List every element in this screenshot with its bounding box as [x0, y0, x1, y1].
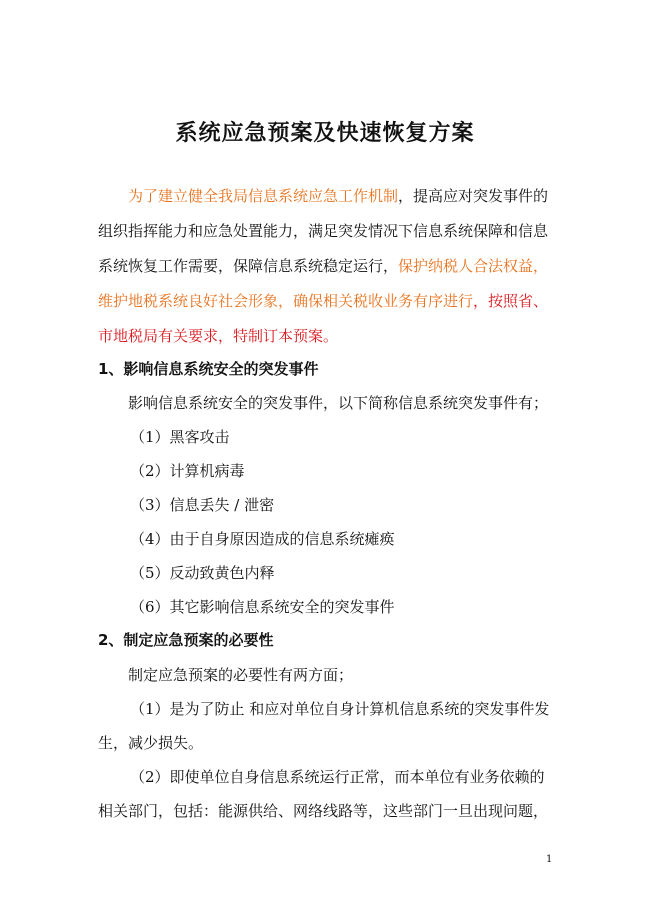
intro-line-4 — [98, 291, 558, 311]
intro-text: ，提高应对突发事件的 — [398, 187, 549, 205]
section-2-lead: 制定应急预案的必要性有两方面； — [128, 666, 354, 684]
list-item: （6）其它影响信息系统安全的突发事件 — [130, 598, 395, 616]
list-item: （2）计算机病毒 — [130, 462, 245, 480]
intro-line-5: 市地税局有关要求，特制订本预案。 — [98, 327, 339, 345]
paragraph-line: （1）是为了防止 和应对单位自身计算机信息系统的突发事件发 — [130, 700, 550, 718]
paragraph-line: 相关部门，包括：能源供给、网络线路等，这些部门一旦出现问题， — [98, 802, 549, 820]
intro-highlight-red: ，按照省、 — [473, 292, 549, 310]
section-1-heading: 1、影响信息系统安全的突发事件 — [98, 360, 319, 378]
section-2-heading: 2、制定应急预案的必要性 — [98, 631, 274, 649]
intro-text: 系统恢复工作需要，保障信息系统稳定运行， — [98, 257, 399, 275]
intro-line-1 — [128, 186, 558, 206]
list-item: （3）信息丢失 / 泄密 — [130, 496, 275, 514]
intro-highlight-orange: 为了建立健全我局信息系统应急工作机制 — [128, 187, 399, 205]
page-number: 1 — [546, 854, 553, 865]
intro-highlight-orange: 维护地税系统良好社会形象，确保相关税收业务有序进行 — [98, 292, 474, 310]
paragraph-line: 生，减少损失。 — [98, 734, 204, 752]
paragraph-line: （2）即使单位自身信息系统运行正常，而本单位有业务依赖的 — [130, 768, 545, 786]
intro-line-3 — [98, 256, 558, 276]
document-title: 系统应急预案及快速恢复方案 — [175, 121, 475, 146]
intro-line-2: 组织指挥能力和应急处置能力，满足突发情况下信息系统保障和信息 — [98, 222, 549, 240]
list-item: （5）反动致黄色内释 — [130, 564, 275, 582]
intro-highlight-orange: 保护纳税人合法权益， — [398, 257, 549, 275]
section-1-lead: 影响信息系统安全的突发事件，以下简称信息系统突发事件有； — [128, 394, 549, 412]
list-item: （4）由于自身原因造成的信息系统瘫痪 — [130, 530, 395, 548]
list-item: （1）黑客攻击 — [130, 428, 230, 446]
